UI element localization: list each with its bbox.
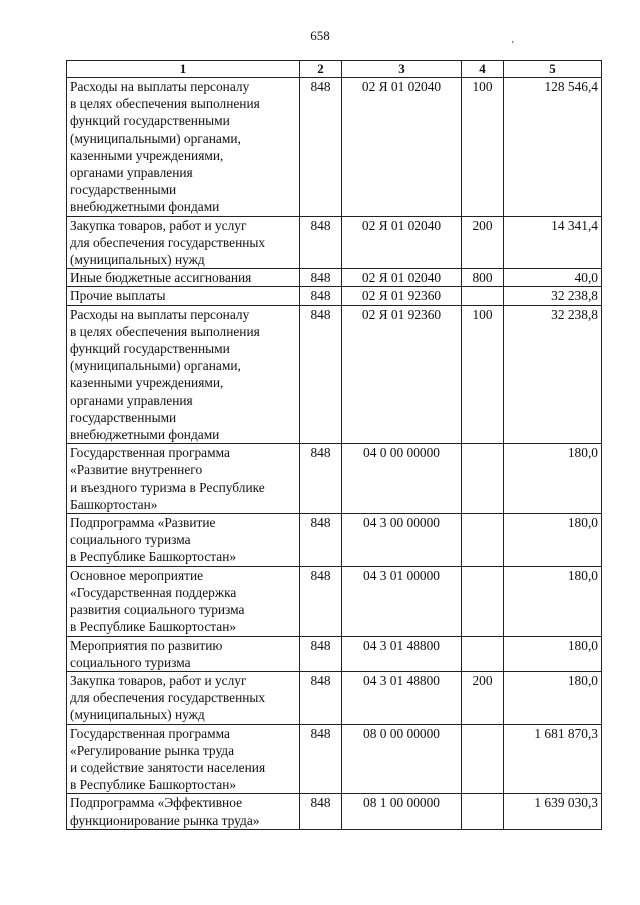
table-row	[67, 514, 602, 567]
row-expense-type: 200	[462, 671, 504, 724]
row-expense-type	[462, 514, 504, 567]
header-col-3: 3	[342, 61, 462, 78]
row-ministry-code: 848	[300, 287, 342, 305]
row-name: Расходы на выплаты персоналу в целях обеспечения выполнения функций государственными (муниципальными) органами, казенными учреждениями, органами управления государственными внебюджетными фондами	[67, 305, 300, 444]
table-row	[67, 724, 602, 794]
row-amount: 32 238,8	[504, 305, 602, 444]
row-amount: 14 341,4	[504, 216, 602, 269]
row-target-code: 04 3 00 00000	[342, 514, 462, 567]
row-name: Подпрограмма «Развитие социального туризма в Республике Башкортостан»	[67, 514, 300, 567]
row-name: Закупка товаров, работ и услуг для обеспечения государственных (муниципальных) нужд	[67, 671, 300, 724]
row-expense-type: 800	[462, 269, 504, 287]
row-name: Государственная программа «Развитие внутреннего и въездного туризма в Республике Башкортостан»	[67, 444, 300, 514]
page-number: 658	[310, 28, 330, 43]
row-expense-type	[462, 566, 504, 636]
row-name: Закупка товаров, работ и услуг для обеспечения государственных (муниципальных) нужд	[67, 216, 300, 269]
row-name: Подпрограмма «Эффективное функционирование рынка труда»	[67, 794, 300, 829]
row-ministry-code: 848	[300, 444, 342, 514]
row-target-code: 08 0 00 00000	[342, 724, 462, 794]
row-ministry-code: 848	[300, 566, 342, 636]
header-col-2: 2	[300, 61, 342, 78]
row-name: Расходы на выплаты персоналу в целях обеспечения выполнения функций государственными (муниципальными) органами, казенными учреждениями, органами управления государственными внебюджетными фондами	[67, 78, 300, 217]
row-name: Мероприятия по развитию социального туризма	[67, 636, 300, 671]
row-ministry-code: 848	[300, 78, 342, 217]
row-amount: 1 681 870,3	[504, 724, 602, 794]
row-expense-type: 200	[462, 216, 504, 269]
table-row	[67, 305, 602, 444]
row-ministry-code: 848	[300, 794, 342, 829]
table-row	[67, 671, 602, 724]
table-row	[67, 269, 602, 287]
header-col-4: 4	[462, 61, 504, 78]
row-target-code: 04 0 00 00000	[342, 444, 462, 514]
row-target-code: 02 Я 01 02040	[342, 78, 462, 217]
row-target-code: 04 3 01 00000	[342, 566, 462, 636]
header-col-5: 5	[504, 61, 602, 78]
row-expense-type	[462, 444, 504, 514]
row-name: Иные бюджетные ассигнования	[67, 269, 300, 287]
header-row	[67, 61, 602, 78]
budget-table	[66, 60, 602, 830]
row-target-code: 04 3 01 48800	[342, 636, 462, 671]
row-expense-type	[462, 794, 504, 829]
row-name: Основное мероприятие «Государственная поддержка развития социального туризма в Республике Башкортостан»	[67, 566, 300, 636]
row-amount: 180,0	[504, 444, 602, 514]
row-ministry-code: 848	[300, 269, 342, 287]
row-amount: 180,0	[504, 566, 602, 636]
row-amount: 1 639 030,3	[504, 794, 602, 829]
row-target-code: 02 Я 01 92360	[342, 305, 462, 444]
row-amount: 128 546,4	[504, 78, 602, 217]
table-row	[67, 287, 602, 305]
corner-mark: ‚	[511, 34, 515, 45]
table-body	[67, 78, 602, 830]
row-target-code: 08 1 00 00000	[342, 794, 462, 829]
row-amount: 180,0	[504, 671, 602, 724]
row-amount: 180,0	[504, 636, 602, 671]
row-target-code: 02 Я 01 92360	[342, 287, 462, 305]
table-row	[67, 794, 602, 829]
row-amount: 32 238,8	[504, 287, 602, 305]
table-row	[67, 216, 602, 269]
row-ministry-code: 848	[300, 636, 342, 671]
table-row	[67, 566, 602, 636]
row-ministry-code: 848	[300, 671, 342, 724]
header-col-1: 1	[67, 61, 300, 78]
row-name: Прочие выплаты	[67, 287, 300, 305]
row-expense-type	[462, 724, 504, 794]
table-row	[67, 78, 602, 217]
row-target-code: 04 3 01 48800	[342, 671, 462, 724]
row-expense-type: 100	[462, 78, 504, 217]
row-target-code: 02 Я 01 02040	[342, 269, 462, 287]
row-name: Государственная программа «Регулирование рынка труда и содействие занятости населения в Республике Башкортостан»	[67, 724, 300, 794]
table-row	[67, 636, 602, 671]
row-ministry-code: 848	[300, 514, 342, 567]
row-ministry-code: 848	[300, 724, 342, 794]
row-ministry-code: 848	[300, 216, 342, 269]
row-ministry-code: 848	[300, 305, 342, 444]
row-amount: 40,0	[504, 269, 602, 287]
row-target-code: 02 Я 01 02040	[342, 216, 462, 269]
row-expense-type: 100	[462, 305, 504, 444]
row-expense-type	[462, 287, 504, 305]
table-row	[67, 444, 602, 514]
row-amount: 180,0	[504, 514, 602, 567]
row-expense-type	[462, 636, 504, 671]
